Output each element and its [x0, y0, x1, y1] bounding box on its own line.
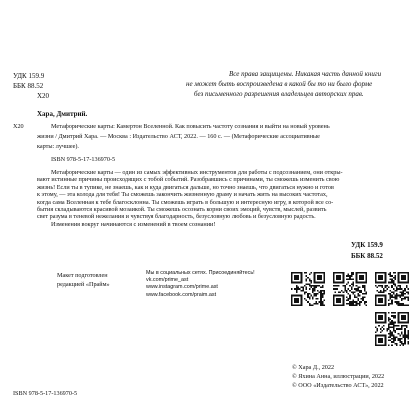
social-facebook-link[interactable]: www.facebook.com/praim.ast: [146, 291, 217, 298]
annotation-line-2: вают истинные причины происходящих с тобой событий. Разобравшись с причинами, ты сможешь изменить свою: [37, 176, 340, 184]
qr-code-1: [291, 272, 325, 306]
bottom-bbk: ББК 88.52: [351, 252, 383, 260]
annotation: [37, 169, 411, 228]
layout-credit-line-1: Макет подготовлен: [57, 272, 108, 279]
bottom-udk: УДК 159.9: [351, 241, 383, 249]
qr-code-4: [375, 312, 409, 346]
qr-code-3: [375, 272, 409, 306]
annotation-line-4: к этому, — эта колода для тебя! Ты сможешь закончить жизненную драму и начать жить на высоких частотах,: [37, 191, 328, 199]
annotation-line-3: жизнь! Если ты в тупике, не знаешь, как и куда двигаться дальше, но точно знаешь, что двигаться нужно и готов: [37, 183, 334, 191]
rights-line-1: Все права защищены. Никакая часть данной книги: [229, 70, 382, 78]
bottom-isbn: ISBN 978-5-17-136970-5: [13, 390, 78, 397]
author-heading: Хара, Дмитрий.: [37, 110, 88, 118]
annotation-line-6: бытия складываются красивой мозаикой. Ты сможешь осознать корни своих эмоций, чувств, мыслей, развить: [37, 206, 327, 214]
layout-credit-line-2: редакцией «Прайм»: [57, 281, 110, 288]
bib-line-2: жизни / Дмитрий Хара. — Москва : Издательство АСТ, 2022. — 160 с. — (Метафорические ассоциативные: [37, 133, 320, 140]
annotation-closing: Изменения вокруг начинаются с изменений в твоем сознании!: [51, 220, 216, 228]
annotation-line-5: когда сама Вселенная к тебе благосклонна. Ты сможешь играть в большую и интересную игру, в которой все со-: [37, 198, 334, 206]
bib-isbn: ISBN 978-5-17-136970-5: [51, 156, 116, 163]
social-instagram-link[interactable]: www.instagram.com/prime.ast: [146, 284, 218, 291]
social-vk-link[interactable]: vk.com/prime_ast: [146, 277, 189, 284]
top-bbk: ББК 88.52: [13, 82, 44, 90]
top-author-mark: Х20: [37, 92, 50, 100]
qr-code-2: [333, 272, 367, 306]
top-udk: УДК 159.9: [13, 72, 45, 80]
copyright-line-3: © ООО «Издательство АСТ», 2022: [292, 382, 384, 389]
social-block: [146, 270, 255, 299]
social-heading: Мы в социальных сетях. Присоединяйтесь!: [146, 270, 255, 276]
bib-line-1: Метафорические карты: Камертон Вселенной. Как повысить частоту сознания и выйти на новый уровень: [51, 123, 330, 130]
copyright-line-2: © Яхина Анна, иллюстрации, 2022: [292, 373, 385, 380]
bib-line-3: карты: лучшее).: [37, 143, 79, 150]
annotation-line-1: Метафорические карты — один из самых эффективных инструментов для работы с подсознанием, они откры-: [51, 169, 343, 176]
copyright-line-1: © Хара Д., 2022: [292, 364, 335, 371]
rights-line-3: без письменного разрешения владельцев авторских прав.: [194, 90, 364, 98]
bib-mark: Х20: [13, 123, 24, 130]
annotation-line-7: свет разума в теневой нежелания и чувствуя благодарность, безусловную любовь и безусловную радость.: [37, 213, 316, 221]
rights-line-2: не может быть воспроизведена в какой бы то ни было форме: [186, 80, 373, 88]
